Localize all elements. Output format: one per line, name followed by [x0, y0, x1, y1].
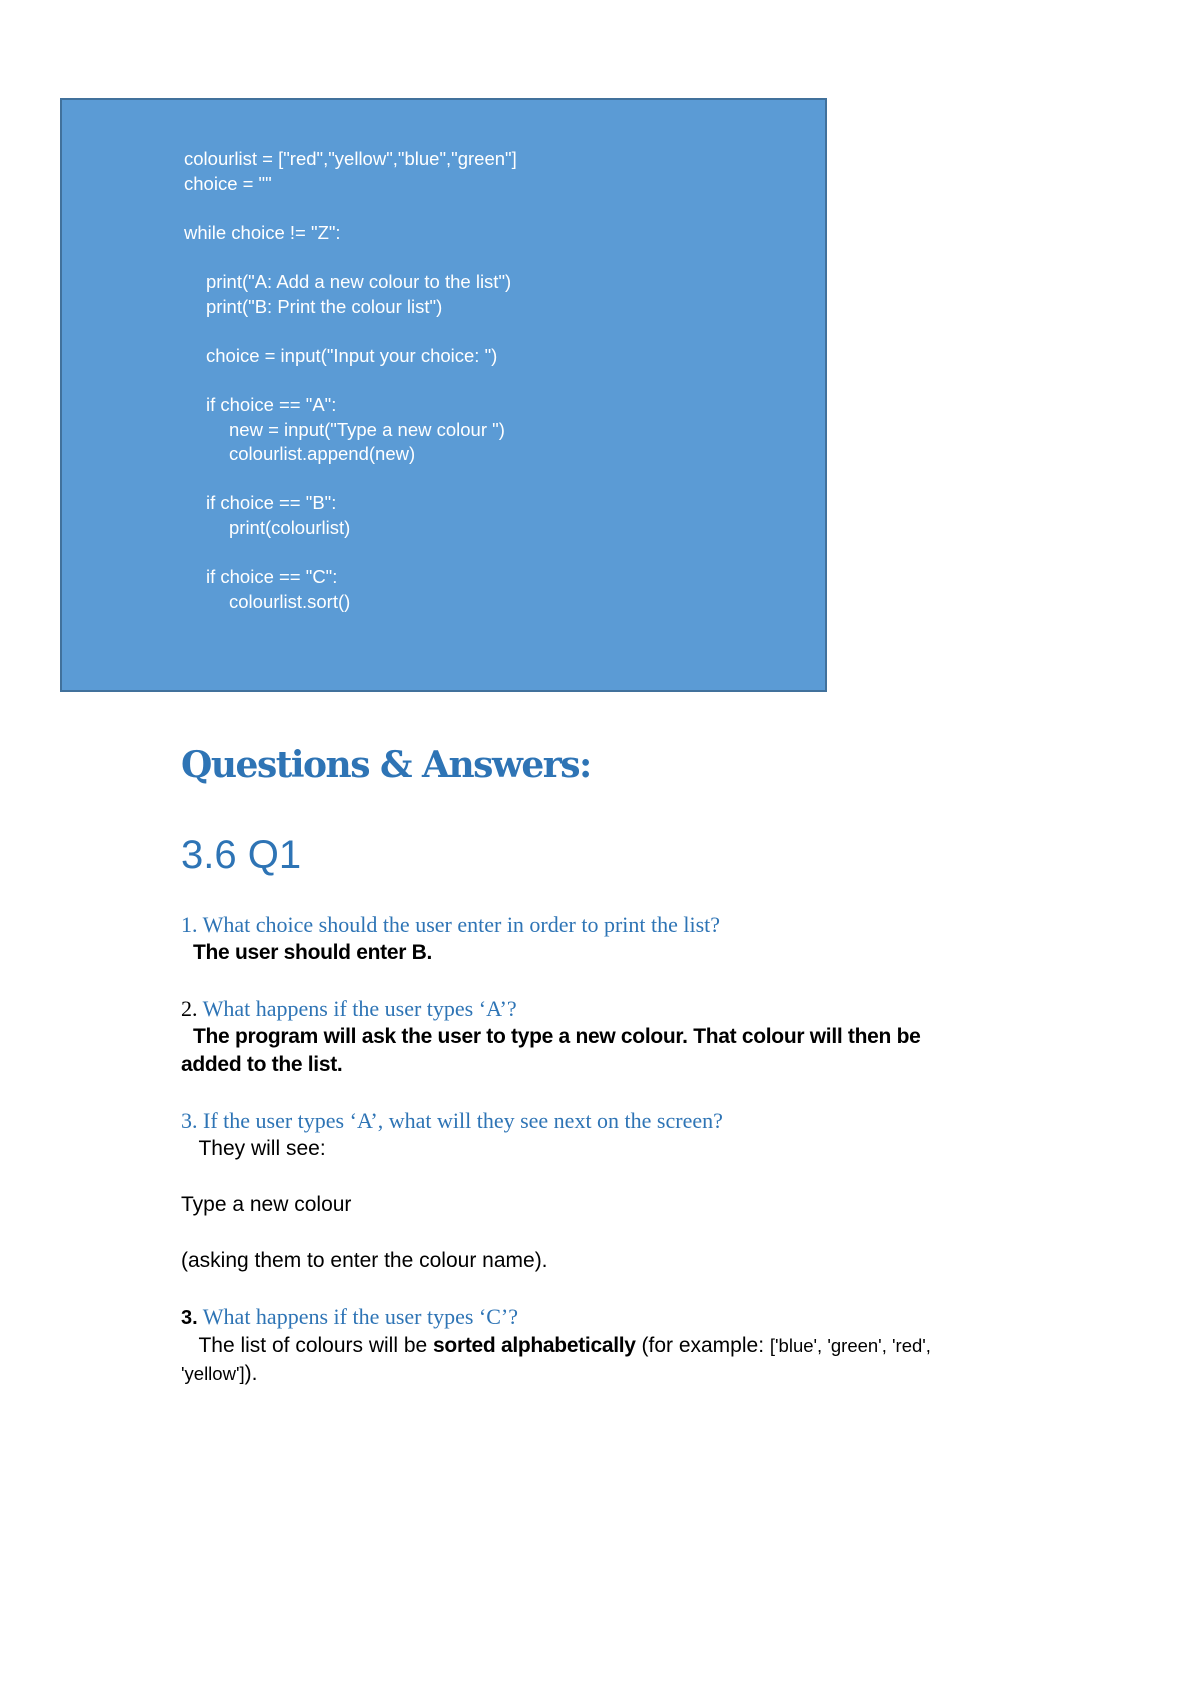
code-line-blank: [184, 368, 804, 393]
code-line: if choice == "A":: [206, 393, 337, 415]
code-line-blank: [184, 319, 804, 344]
answer-2: [181, 1023, 981, 1079]
qa-item-3: [181, 1107, 1001, 1275]
spacer: [181, 1163, 1001, 1191]
answer-4-end: ).: [244, 1362, 258, 1385]
code-line: colourlist.append(new): [229, 443, 416, 465]
code-box: [60, 98, 827, 692]
code-line-blank: [184, 245, 804, 270]
code-line: print("A: Add a new colour to the list"): [206, 270, 512, 292]
qa-item-1: [181, 911, 1001, 967]
answer-1-text: The user should enter B.: [193, 941, 433, 964]
code-line: while choice != "Z":: [184, 221, 341, 243]
question-3: 3. If the user types ‘A’, what will they see next on the screen?: [181, 1108, 723, 1133]
question-4-number: 3.: [181, 1307, 198, 1329]
code-line: if choice == "B":: [206, 492, 337, 514]
code-line: new = input("Type a new colour "): [229, 418, 505, 440]
code-line-blank: [184, 541, 804, 566]
code-line: choice = input("Input your choice: "): [206, 344, 498, 366]
question-1: 1. What choice should the user enter in order to print the list?: [181, 912, 721, 937]
code-line: choice = "": [184, 172, 272, 194]
answer-3-quote: Type a new colour: [181, 1193, 352, 1216]
answer-2-text: The program will ask the user to type a new colour. That colour will then be added to the list.: [181, 1025, 921, 1076]
answer-4: [181, 1332, 981, 1388]
code-line: print(colourlist): [229, 516, 351, 538]
qa-heading: Questions & Answers:: [181, 744, 591, 786]
qa-item-2: [181, 995, 1001, 1079]
spacer: [181, 1219, 1001, 1247]
answer-3-intro: [181, 1135, 1001, 1163]
question-4: [181, 1303, 1001, 1332]
code-line: print("B: Print the colour list"): [206, 295, 443, 317]
answer-4-start: The list of colours will be: [193, 1334, 434, 1357]
qa-item-4: [181, 1303, 1001, 1388]
code-listing: [184, 147, 804, 614]
code-line-blank: [184, 196, 804, 221]
answer-4-mid: (for example:: [635, 1334, 770, 1357]
answer-3-intro-text: They will see:: [193, 1137, 326, 1160]
answer-1: [181, 939, 1001, 967]
code-line: colourlist.sort(): [229, 590, 351, 612]
code-line: if choice == "C":: [206, 566, 338, 588]
section-title: 3.6 Q1: [181, 833, 302, 877]
question-4-text: What happens if the user types ‘C’?: [197, 1304, 519, 1329]
question-2-text: What happens if the user types ‘A’?: [197, 996, 517, 1021]
code-line-blank: [184, 467, 804, 492]
answer-3-note: (asking them to enter the colour name).: [181, 1249, 548, 1272]
code-line: colourlist = ["red","yellow","blue","green"]: [184, 148, 517, 169]
question-2-number: 2.: [181, 996, 198, 1021]
answer-4-bold: sorted alphabetically: [433, 1334, 636, 1357]
answer-4-example: ['blue', 'green', 'red', 'yellow']: [181, 1335, 931, 1384]
question-2: [181, 995, 1001, 1023]
